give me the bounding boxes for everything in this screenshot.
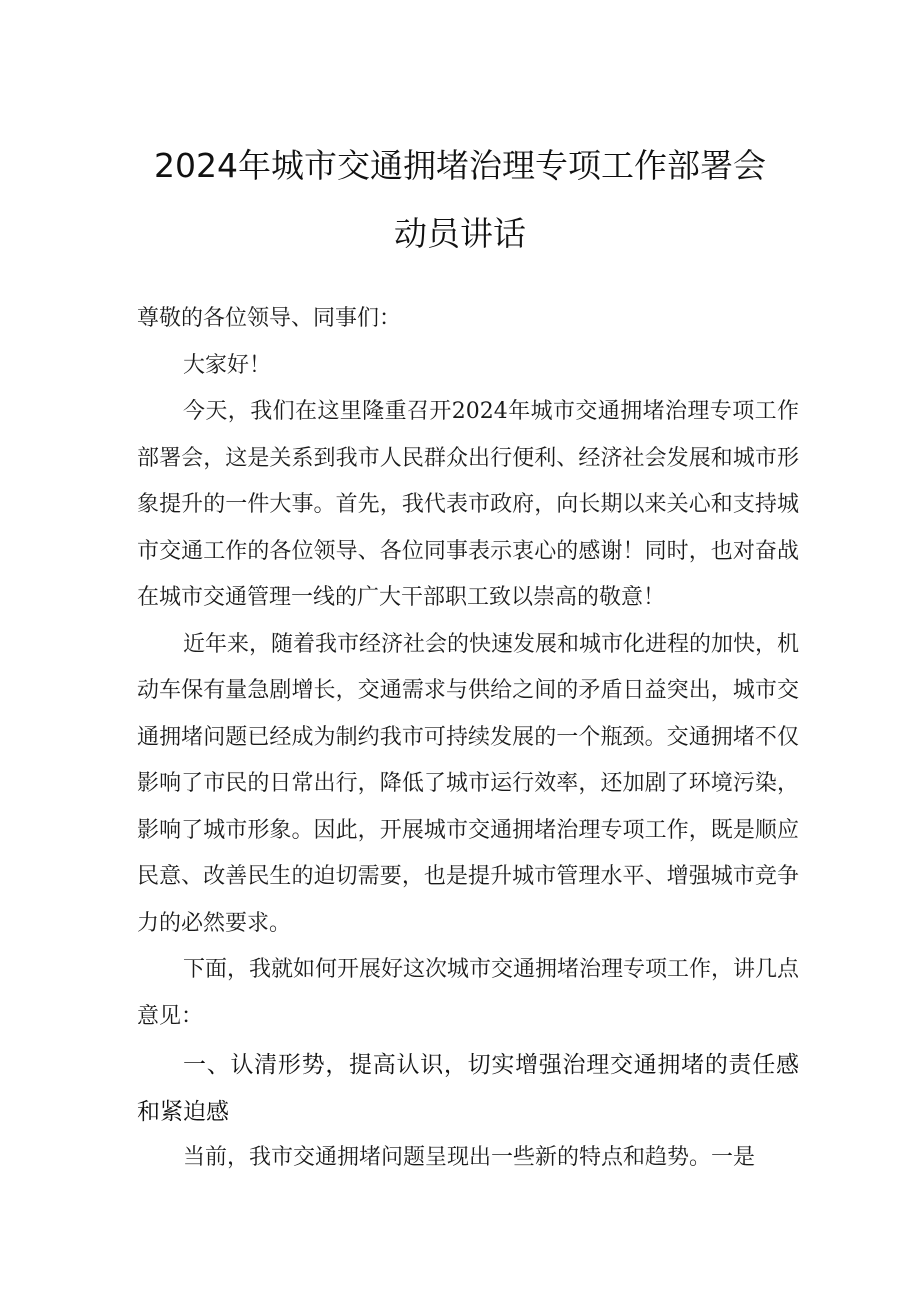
title-line-1: 2024年城市交通拥堵治理专项工作部署会	[154, 146, 766, 185]
paragraph-background: 近年来，随着我市经济社会的快速发展和城市化进程的加快，机动车保有量急剧增长，交通需求与供给之间的矛盾日益突出，城市交通拥堵问题已经成为制约我市可持续发展的一个瓶颈。交通拥堵不仅影响了市民的日常出行，降低了城市运行效率，还加剧了环境污染，影响了城市形象。因此，开展城市交通拥堵治理专项工作，既是顺应民意、改善民生的迫切需要，也是提升城市管理水平、增强城市竞争力的必然要求。	[137, 631, 800, 936]
title-line-2: 动员讲话	[394, 214, 526, 253]
paragraph-opening: 今天，我们在这里隆重召开2024年城市交通拥堵治理专项工作部署会，这是关系到我市人民群众出行便利、经济社会发展和城市形象提升的一件大事。首先，我代表市政府，向长期以来关心和支持城市交通工作的各位领导、各位同事表示衷心的感谢！同时，也对奋战在城市交通管理一线的广大干部职工致以崇高的敬意！	[137, 399, 799, 610]
speech-body	[137, 296, 799, 1182]
salutation: 尊敬的各位领导、同事们：	[137, 306, 402, 331]
greeting: 大家好！	[183, 352, 272, 378]
paragraph-section-1: 当前，我市交通拥堵问题呈现出一些新的特点和趋势。一是	[183, 1145, 756, 1170]
paragraph-transition: 下面，我就如何开展好这次城市交通拥堵治理专项工作，讲几点意见：	[137, 957, 800, 1029]
section-heading-1: 一、认清形势，提高认识，切实增强治理交通拥堵的责任感和紧迫感	[137, 1052, 799, 1125]
